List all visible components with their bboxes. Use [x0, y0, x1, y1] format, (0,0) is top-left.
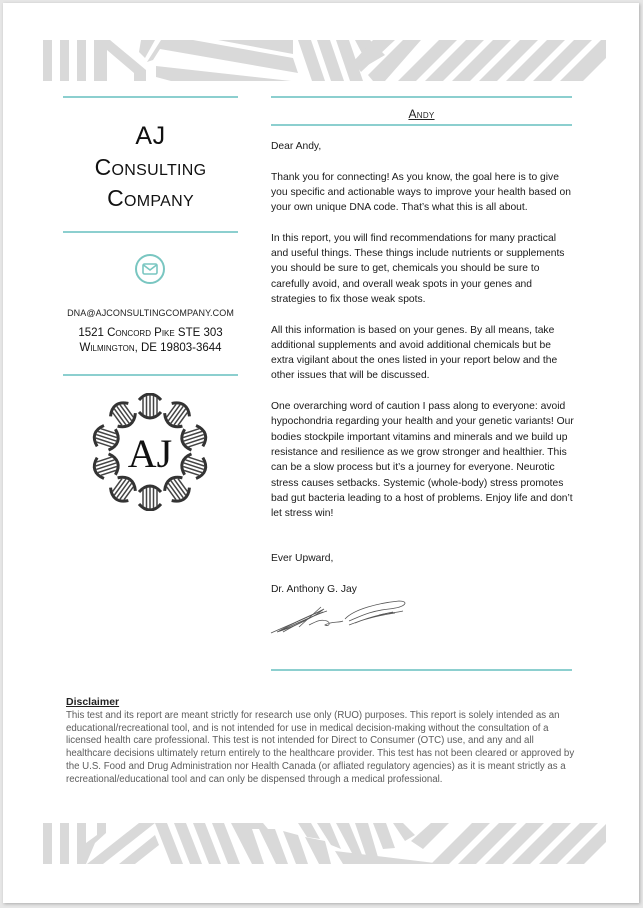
- recipient-divider: [271, 124, 572, 126]
- letter-paragraph: In this report, you will find recommendations for many practical and useful things. These things include nutrients or supplements you should be sure to get, chemicals you should be sure to carefully avoid, and overall weak spots in your genes and strategies to fix those weak spots.: [271, 232, 565, 305]
- stripe-pattern-icon: [43, 40, 606, 81]
- left-bottom-divider: [63, 374, 238, 376]
- letter-paragraph: All this information is based on your genes. By all means, take additional supplements and avoid additional chemicals but be extra vigilant about the ones listed in your report below and the other issues that will be discussed.: [271, 324, 558, 382]
- letter-paragraph: Thank you for connecting! As you know, the goal here is to give you specific and actionable ways to improve your health based on your own unique DNA code. That’s what this is all about.: [271, 171, 571, 214]
- contact-email[interactable]: DNA@AJCONSULTINGCOMPANY.COM: [67, 308, 234, 318]
- envelope-icon[interactable]: [134, 253, 166, 285]
- closing: Ever Upward,: [271, 553, 334, 565]
- logo-text: AJ: [127, 431, 173, 476]
- address-line1: 1521 Concord Pike STE 303: [78, 327, 223, 339]
- address-line2: Wilmington, DE 19803-3644: [79, 342, 222, 354]
- disclaimer-title: Disclaimer: [66, 696, 120, 708]
- left-top-divider: [63, 96, 238, 98]
- disclaimer-section: [66, 696, 581, 786]
- letter-body: [271, 139, 576, 597]
- recipient-name: Andy: [408, 107, 435, 121]
- company-name-line2: Consulting: [94, 154, 207, 180]
- company-name-line1: AJ: [135, 122, 166, 150]
- contact-address: [63, 326, 238, 356]
- company-name-line3: Company: [107, 185, 194, 211]
- stripe-pattern-icon: [43, 823, 606, 864]
- top-stripe-banner: [43, 40, 606, 81]
- bottom-stripe-banner: [43, 823, 606, 864]
- letter-paragraph: One overarching word of caution I pass along to everyone: avoid hypochondria regarding your health and your genetic variants! Our bodies stockpile important vitamins and minerals and we build up resistance and resilience as we grow stronger and healthier. This can be a slow process but it’s a journey for everyone. Neurotic stress causes setbacks. Systemic (whole-body) stress promotes bad gut bacteria leading to a host of problems. Enjoy life and don’t let stress win!: [271, 401, 574, 520]
- signature-icon: [269, 599, 415, 639]
- dna-ring-logo-icon: [91, 393, 209, 511]
- document-page: [3, 3, 639, 903]
- signer-name: Dr. Anthony G. Jay: [271, 584, 357, 596]
- left-mid-divider: [63, 231, 238, 233]
- right-top-divider: [271, 96, 572, 98]
- salutation: Dear Andy,: [271, 141, 322, 152]
- company-name: [63, 121, 238, 214]
- disclaimer-body: This test and its report are meant strictly for research use only (RUO) purposes. This report is solely intended as an educational/recreational tool, and is not intended for use in medical decision-making without the consultation of a licensed health care professional. This test is not intended for Direct to Consumer (OTC) use, and any and all healthcare decisions ultimately return entirely to the healthcare provider. This test has not been cleared or approved by the U.S. Food and Drug Administration nor Health Canada (or afliated regulatory agencies) as it is meant strictly as a recreational/educational tool and can only be dispensed through a medical professional.: [66, 710, 575, 785]
- right-bottom-divider: [271, 669, 572, 671]
